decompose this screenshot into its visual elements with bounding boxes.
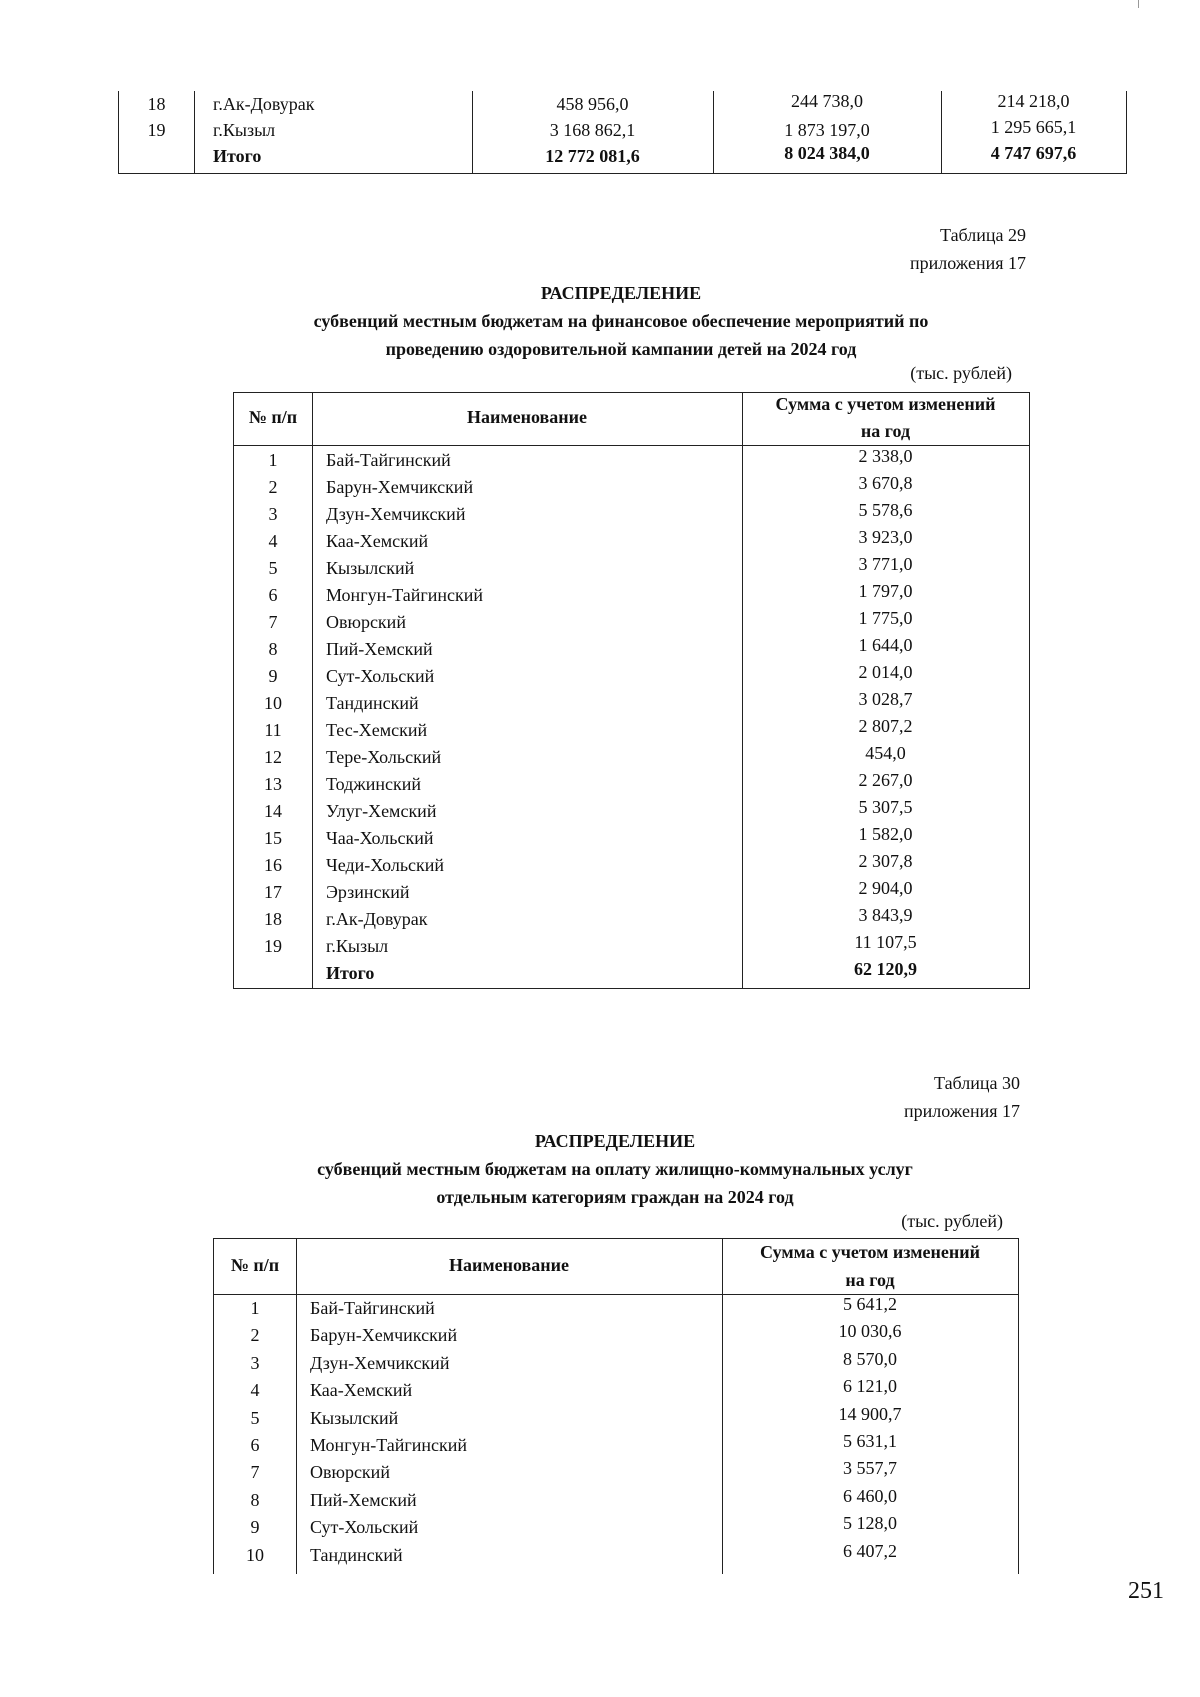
total-label: Итого (326, 963, 375, 983)
row-name: Барун-Хемчикский (310, 1325, 458, 1346)
row-value: 3 670,8 (858, 473, 913, 493)
row-number: 3 (250, 1352, 260, 1373)
row-number: 18 (147, 94, 166, 114)
row-name: Пий-Хемский (310, 1489, 417, 1510)
header-sum-1: Сумма с учетом изменений (760, 1242, 980, 1262)
row-name: Каа-Хемский (326, 531, 429, 551)
row-number: 4 (250, 1380, 260, 1401)
row-number: 16 (264, 855, 282, 875)
row-value: 2 904,0 (858, 878, 913, 898)
row-value: 454,0 (865, 743, 906, 763)
row-number: 9 (250, 1517, 260, 1538)
row-number: 11 (264, 720, 282, 740)
header-sum-1: Сумма с учетом изменений (775, 394, 996, 414)
row-value: 1 797,0 (858, 581, 913, 601)
header-sum-2: на год (860, 421, 911, 441)
row-number: 5 (268, 558, 278, 578)
header-num: № п/п (248, 407, 298, 427)
row-name: Тандинский (326, 693, 419, 713)
row-value: 5 578,6 (858, 500, 913, 520)
row-value-1: 458 956,0 (556, 94, 629, 114)
row-value: 2 807,2 (858, 716, 913, 736)
table-30-caption-number: Таблица 30 (934, 1073, 1020, 1093)
row-number: 14 (264, 801, 282, 821)
row-number: 15 (264, 828, 282, 848)
row-number: 10 (264, 693, 282, 713)
row-number: 8 (250, 1489, 260, 1510)
row-number: 3 (268, 504, 278, 524)
row-value: 1 775,0 (858, 608, 913, 628)
row-name: Сут-Хольский (326, 666, 435, 686)
row-number: 7 (250, 1462, 260, 1483)
row-number: 5 (250, 1407, 260, 1428)
row-value: 1 582,0 (858, 824, 913, 844)
row-value: 11 107,5 (854, 932, 917, 952)
table-30-caption-appendix: приложения 17 (903, 1101, 1020, 1121)
scan-mark (1138, 0, 1139, 8)
table-30-unit: (тыс. рублей) (901, 1211, 1003, 1231)
row-name: Сут-Хольский (310, 1517, 419, 1538)
row-name: Каа-Хемский (310, 1380, 413, 1401)
table-29 (233, 392, 1030, 989)
table-30-title: РАСПРЕДЕЛЕНИЕ (534, 1131, 696, 1151)
row-name: г.Ак-Довурак (213, 94, 315, 114)
row-value: 3 557,7 (843, 1458, 897, 1479)
header-num: № п/п (230, 1255, 280, 1275)
row-value: 3 843,9 (858, 905, 913, 925)
row-value: 3 771,0 (858, 554, 913, 574)
row-name: Барун-Хемчикский (326, 477, 474, 497)
header-name: Наименование (467, 407, 587, 427)
table-29-caption-appendix: приложения 17 (909, 253, 1026, 273)
row-name: Бай-Тайгинский (310, 1298, 435, 1318)
row-number: 6 (268, 585, 278, 605)
row-value: 2 014,0 (858, 662, 913, 682)
row-value: 14 900,7 (838, 1403, 902, 1424)
total-value-1: 12 772 081,6 (545, 146, 640, 166)
total-value: 62 120,9 (854, 959, 917, 979)
row-name: Кызылский (310, 1407, 399, 1428)
row-name: г.Ак-Довурак (326, 909, 428, 929)
table-30-subtitle-1: субвенций местным бюджетам на оплату жилищно-коммунальных услуг (317, 1159, 913, 1179)
row-value: 8 570,0 (843, 1348, 897, 1369)
row-value-2: 1 873 197,0 (784, 120, 870, 140)
table-29-subtitle-1: субвенций местным бюджетам на финансовое обеспечение мероприятий по (313, 311, 929, 331)
row-name: Кызылский (326, 558, 415, 578)
row-value: 3 028,7 (858, 689, 913, 709)
row-name: Тере-Хольский (326, 747, 442, 767)
row-value-3: 214 218,0 (997, 91, 1070, 111)
table-row (214, 1542, 1018, 1569)
row-number: 2 (268, 477, 278, 497)
row-name: Чаа-Хольский (326, 828, 434, 848)
row-number: 2 (250, 1325, 260, 1346)
row-name: Дзун-Хемчикский (326, 504, 466, 524)
row-number: 19 (264, 936, 282, 956)
row-value-2: 244 738,0 (791, 91, 863, 111)
row-name: Тандинский (310, 1544, 403, 1565)
row-number: 13 (264, 774, 282, 794)
row-number: 10 (246, 1544, 264, 1565)
row-value: 2 267,0 (858, 770, 913, 790)
page-number: 251 (1128, 1578, 1164, 1604)
row-value: 6 460,0 (843, 1485, 897, 1506)
row-value: 5 307,5 (858, 797, 913, 817)
header-sum-2: на год (845, 1270, 895, 1290)
row-value: 5 631,1 (843, 1431, 897, 1451)
row-value: 3 923,0 (858, 527, 913, 547)
row-number: 8 (268, 639, 278, 659)
row-name: Пий-Хемский (326, 639, 433, 659)
row-name: г.Кызыл (213, 120, 276, 140)
total-row (119, 143, 1126, 169)
row-name: Эрзинский (326, 882, 410, 902)
row-name: Тес-Хемский (326, 720, 428, 740)
row-value: 2 338,0 (858, 446, 913, 466)
total-label: Итого (213, 146, 262, 166)
row-value: 1 644,0 (858, 635, 913, 655)
row-value: 2 307,8 (858, 851, 913, 871)
table-29-title: РАСПРЕДЕЛЕНИЕ (540, 283, 702, 303)
row-name: Монгун-Тайгинский (326, 585, 484, 605)
total-value-2: 8 024 384,0 (784, 143, 870, 163)
row-number: 7 (268, 612, 278, 632)
row-number: 12 (264, 747, 282, 767)
row-name: Тоджинский (326, 774, 421, 794)
row-name: Бай-Тайгинский (326, 450, 451, 470)
row-number: 9 (268, 666, 278, 686)
previous-table (118, 91, 1127, 174)
row-name: Овюрский (310, 1462, 390, 1483)
table-29-caption-number: Таблица 29 (940, 225, 1026, 245)
row-value: 6 407,2 (843, 1540, 897, 1561)
row-value-1: 3 168 862,1 (549, 120, 636, 140)
row-value: 5 128,0 (843, 1513, 897, 1534)
row-number: 17 (264, 882, 282, 902)
row-name: Улуг-Хемский (326, 801, 437, 821)
row-name: Дзун-Хемчикский (310, 1352, 450, 1373)
row-name: Чеди-Хольский (326, 855, 445, 875)
row-name: Монгун-Тайгинский (310, 1435, 468, 1455)
table-29-unit: (тыс. рублей) (910, 363, 1012, 383)
row-value: 6 121,0 (843, 1376, 897, 1397)
row-name: Овюрский (326, 612, 406, 632)
row-number: 19 (147, 120, 166, 140)
table-29-subtitle-2: проведению оздоровительной кампании детей на 2024 год (385, 339, 857, 359)
row-name: г.Кызыл (326, 936, 389, 956)
row-number: 1 (250, 1298, 260, 1318)
row-number: 18 (264, 909, 282, 929)
table-30-subtitle-2: отдельным категориям граждан на 2024 год (436, 1187, 794, 1207)
row-number: 6 (250, 1435, 260, 1455)
row-value: 10 030,6 (838, 1321, 902, 1342)
total-value-3: 4 747 697,6 (990, 143, 1077, 163)
row-value-3: 1 295 665,1 (990, 117, 1077, 137)
row-number: 4 (268, 531, 278, 551)
table-30 (213, 1238, 1019, 1574)
total-row (234, 960, 1029, 987)
header-name: Наименование (449, 1255, 569, 1275)
table-30-body (214, 1295, 1018, 1574)
row-number: 1 (268, 450, 278, 470)
row-value: 5 641,2 (843, 1294, 897, 1314)
table-29-body (234, 447, 1029, 988)
